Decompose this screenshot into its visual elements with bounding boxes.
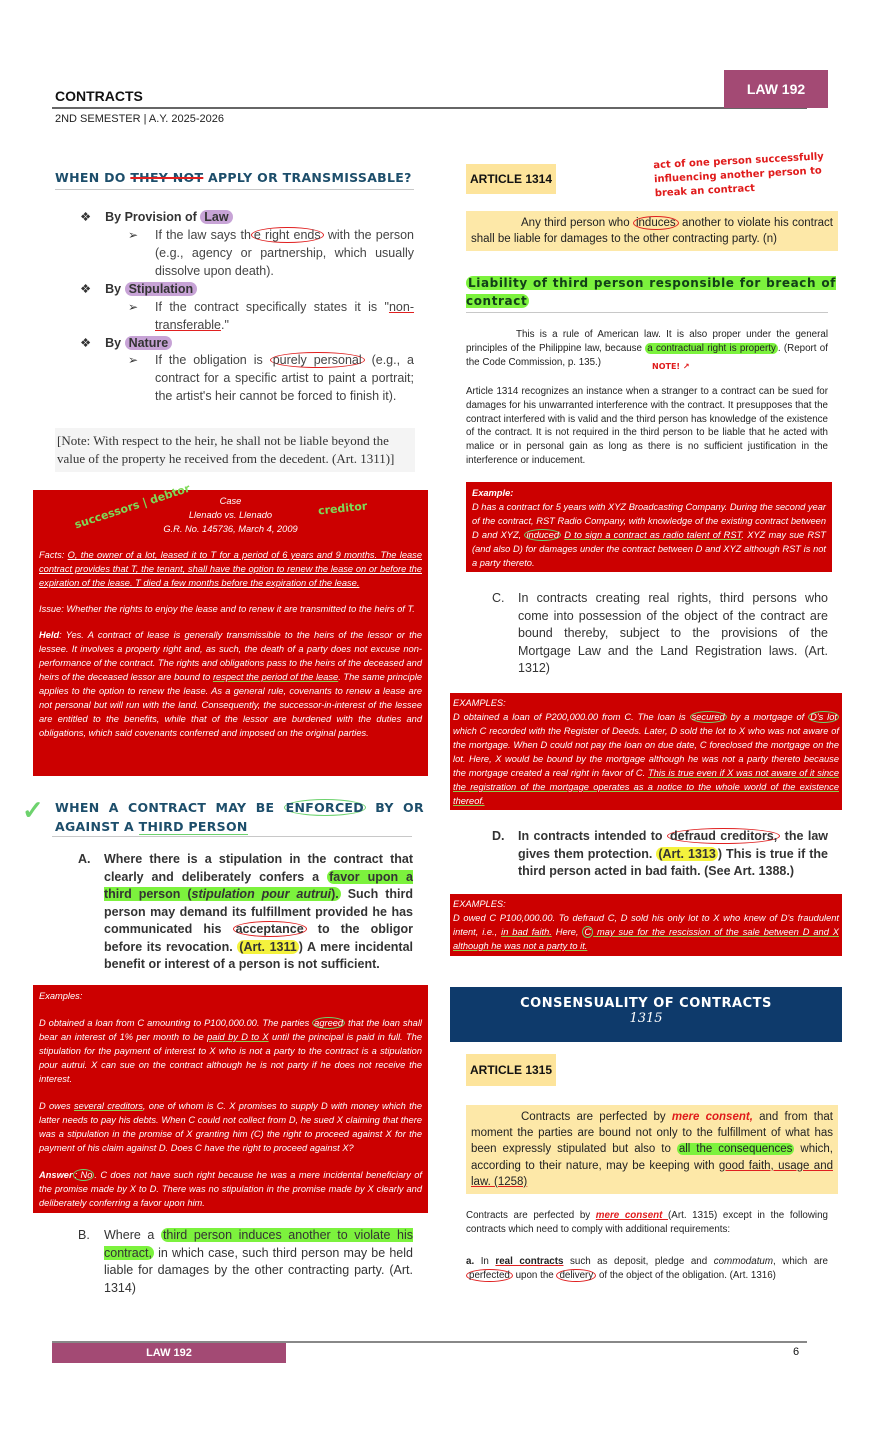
item-c-real-rights: C. In contracts creating real rights, third persons who come into possession of the object of the contract are bound thereby, subject to the provisions of the Mortgage Law and the Land Registration laws. (Art. 1312) — [492, 591, 828, 675]
footer-course-badge: LAW 192 — [52, 1343, 286, 1363]
case-facts: Facts: O, the owner of a lot, leased it to T for a period of 6 years and 9 months. The lease contract provides that T, the tenant, shall have the option to renew the lease on or before the expiration of the lease. T died a few months before the expiration of the lease. — [39, 550, 422, 588]
header-divider — [52, 107, 807, 109]
example-answer: Answer : No . C does not have such right because he was a mere incidental beneficiary of the promise made by X to D. There was no stipulation in the promise made by X clearly and deliberately conferring a favor upon him. — [39, 1170, 422, 1208]
case-title: Llenado vs. Llenado — [188, 510, 273, 520]
diamond-bullet-icon: ❖ — [80, 282, 92, 296]
sub-bullet: ➢ If the contract specifically states it is "non-transferable." — [128, 300, 414, 332]
case-held: Held: Yes. A contract of lease is generally transmissible to the heirs of the lessor or the lessee. It involves a property right and, as such, the death of a party does not excuse non-performance of the contract. The rights and obligations pass to the heirs of the deceased and heirs of the deceased lessor are bound to respect the period of the lease. The same principle applies to the option to renew the lease. As a general rule, covenants to renew a lease are not personal but will run with the land. Consequently, the successor-in-interest of the lessee are entitled to the benefits, while that of the lessor are burdened with the duties and obligations, which said covenants conferred and imposed on the original parties. — [39, 630, 422, 738]
example-box-rst: Example: D has a contract for 5 years with XYZ Broadcasting Company. During the second year of the contract, RST Radio Company, with knowledge of the existing contract between D and XYZ, induced D to sign a contract as radio talent of RST. XYZ may sue RST (and also D) for damages under the contract between D and XYZ although RST is not a party thereto. — [466, 482, 832, 572]
page-number: 6 — [793, 1346, 800, 1358]
course-badge: LAW 192 — [724, 70, 828, 108]
handwritten-annotation-successors: successors | debtor — [72, 481, 192, 532]
document-title: CONTRACTS — [55, 88, 143, 104]
handwritten-note-annotation: NOTE! ↗ — [652, 362, 690, 371]
examples-box-mortgage: EXAMPLES: D obtained a loan of P200,000.00 from C. The loan is secured by a mortgage of D's lot which C recorded with the Register of Deeds. Later, D sold the lot to X who was not aware of the mortgage. When D could not pay the loan on due date, C foreclosed the mortgage on the lot. Here, X would be bound by the mortgage although he was not a party thereto because the mortgage created a real right in favor of C. This is true even if X was not aware of it since the registration of the mortgage operates as a notice to the whole world of the existence thereof. — [450, 693, 842, 810]
item-d-defraud-creditors: D. In contracts intended to defraud creditors, the law gives them protection. (Art. 1313 ) This is true if the third person acted in bad faith. (See Art. 1388.) — [492, 829, 828, 878]
handwritten-annotation-creditor: creditor — [317, 499, 368, 518]
highlight: Nature — [125, 336, 173, 350]
red-underline-annotation: non-transferable — [155, 300, 414, 332]
arrow-bullet-icon: ➢ — [128, 300, 139, 314]
case-citation: G.R. No. 145736, March 4, 2009 — [163, 524, 298, 534]
paragraph-article-1314-explained: Article 1314 recognizes an instance when a stranger to a contract can be sued for damages for his unwarranted interference with the contract. It presupposes that the contract interfered with is valid and the third person has knowledge of the existence of the contract. It is not required in the third person to be liable that he acted with malice or in personal gain as long as there is no sufficient justification in the interference or inducement. — [466, 386, 828, 466]
section-rule — [466, 312, 828, 313]
bullet-nature: ❖ By Nature — [80, 334, 172, 352]
article-1315-tag: ARTICLE 1315 — [466, 1054, 556, 1086]
sub-bullet: ➢ If the obligation is purely personal (e.g., a contract for a specific artist to paint a portrait; the artist's heir cannot be forced to finish it). — [128, 353, 414, 403]
banner-title: CONSENSUALITY OF CONTRACTS — [520, 996, 772, 1011]
section-rule — [55, 189, 414, 190]
case-label: Case — [219, 496, 242, 506]
highlight: Stipulation — [125, 282, 198, 296]
case-issue: Issue: Whether the rights to enjoy the lease and to renew it are transmitted to the heirs of T. — [39, 604, 415, 614]
paragraph-real-contracts: a. In real contracts such as deposit, pledge and commodatum, which are perfected upon the delivery of the object of the obligation. (Art. 1316) — [466, 1256, 829, 1281]
diamond-bullet-icon: ❖ — [80, 210, 92, 224]
bullet-provision-of-law: ❖ By Provision of Law — [80, 208, 233, 226]
article-1315-text: Contracts are perfected by mere consent, and from that moment the parties are bound not only to the fulfillment of what has been expressly stipulated but also to all the consequences which, according to their nature, may be keeping with good faith, usage and law. (1258) — [466, 1105, 838, 1194]
liability-heading: Liability of third person responsible for breach of contract — [466, 276, 836, 308]
section-heading-transmissible: WHEN DO THEY NOT APPLY OR TRANSMISSABLE? — [55, 170, 412, 185]
paragraph-mere-consent: Contracts are perfected by mere consent (Art. 1315) except in the following contracts which need to comply with additional requirements: — [466, 1210, 828, 1235]
consensuality-banner — [450, 987, 842, 1042]
item-b-inducement: B. Where a third person induces another to violate his contract, in which case, such third person may be held liable for damages by the other contracting party. (Art. 1314) — [78, 1228, 413, 1295]
banner-article-number: 1315 — [629, 1011, 663, 1026]
bullet-stipulation: ❖ By Stipulation — [80, 280, 197, 298]
note-heir-liability: [Note: With respect to the heir, he shall not be liable beyond the value of the property he received from the decedent. (Art. 1311)] — [55, 428, 415, 472]
case-box-llenado — [33, 490, 428, 776]
examples-box-fraud: EXAMPLES: D owed C P100,000.00. To defraud C, D sold his only lot to X who knew of D's fraudulent intent, i.e., in bad faith. Here, C may sue for the rescission of the sale between D and X although he was not a party to it. — [450, 894, 842, 956]
arrow-bullet-icon: ➢ — [128, 228, 139, 242]
green-checkmark-icon: ✓ — [22, 795, 44, 825]
article-1314-tag: ARTICLE 1314 — [466, 164, 556, 194]
example-2: D owes several creditors, one of whom is C. X promises to supply D with money which the latter needs to pay his debts. When C could not collect from D, he sued X claiming that there was a stipulation in the promise of X granting him (C) the right to proceed against X for the payment of his claim against D. Does C have the right to proceed against X? — [39, 1101, 422, 1153]
section-rule — [52, 836, 412, 837]
article-1314-text: Any third person who induces another to violate his contract shall be liable for damages to the other contracting party. (n) — [466, 211, 838, 251]
red-circle-annotation: purely personal — [270, 352, 365, 368]
highlight: Law — [200, 210, 232, 224]
paragraph-american-law: This is a rule of American law. It is also proper under the general principles of the Philippine law, because a contractual right is property . (Report of the Code Commission, p. 135.) — [466, 329, 828, 368]
item-a-stipulation-pour-autrui: A. Where there is a stipulation in the contract that clearly and deliberately confers a favor upon a third person (stipulation pour autrui). Such third person may demand its fulfillment provided he has communicated his acceptance to the obligor before its revocation. (Art. 1311 ) A mere incidental benefit or interest of a person is not sufficient. — [78, 852, 413, 971]
diamond-bullet-icon: ❖ — [80, 336, 92, 350]
examples-box-stipulation: Examples: D obtained a loan from C amounting to P100,000.00. The parties agreed that the loan shall bear an interest of 1% per month to be paid by D to X until the principal is paid in full. The stipulation for the payment of interest to X who is not a party to the contract is a stipulation pour autrui. X can sue on the contract although he is not party if he does not receive the interest. D owes several creditors, one of whom is C. X promises to supply D with money which the latter needs to pay his debts. When C could not collect from D, he sued X claiming that there was a stipulation in the promise of X granting him (C) the right to proceed against X for the payment of his claim against D. Does C have the right to proceed against X? Answer : No . C does not have such right because he was a mere incidental beneficiary of the promise made by X to D. There was no stipulation in the promise made by X clearly and deliberately conferring a favor upon him. — [33, 985, 428, 1213]
struck-text: THEY NOT — [130, 170, 204, 185]
sub-bullet: ➢ If the law says th e right ends with the person (e.g., agency or partnership, which usually dissolve upon death). — [128, 228, 414, 278]
example-1: D obtained a loan from C amounting to P100,000.00. The parties agreed that the loan shall bear an interest of 1% per month to be paid by D to X until the principal is paid in full. The stipulation for the payment of interest to X who is not a party to the contract is a stipulation pour autrui. X can sue on the contract although he is not party if he does not receive the interest. — [39, 1018, 423, 1084]
arrow-bullet-icon: ➢ — [128, 353, 139, 367]
handwritten-annotation-definition: act of one person successfully influencing another person to break an contract — [653, 151, 825, 200]
highlight: favor upon a third person (stipulation pour autrui). — [104, 869, 413, 901]
red-circle-annotation: e right ends — [251, 227, 324, 243]
semester-subtitle: 2ND SEMESTER | A.Y. 2025-2026 — [55, 113, 224, 125]
section-heading-third-person: WHEN A CONTRACT MAY BE ENFORCED BY OR AGAINST A THIRD PERSON — [55, 800, 424, 834]
